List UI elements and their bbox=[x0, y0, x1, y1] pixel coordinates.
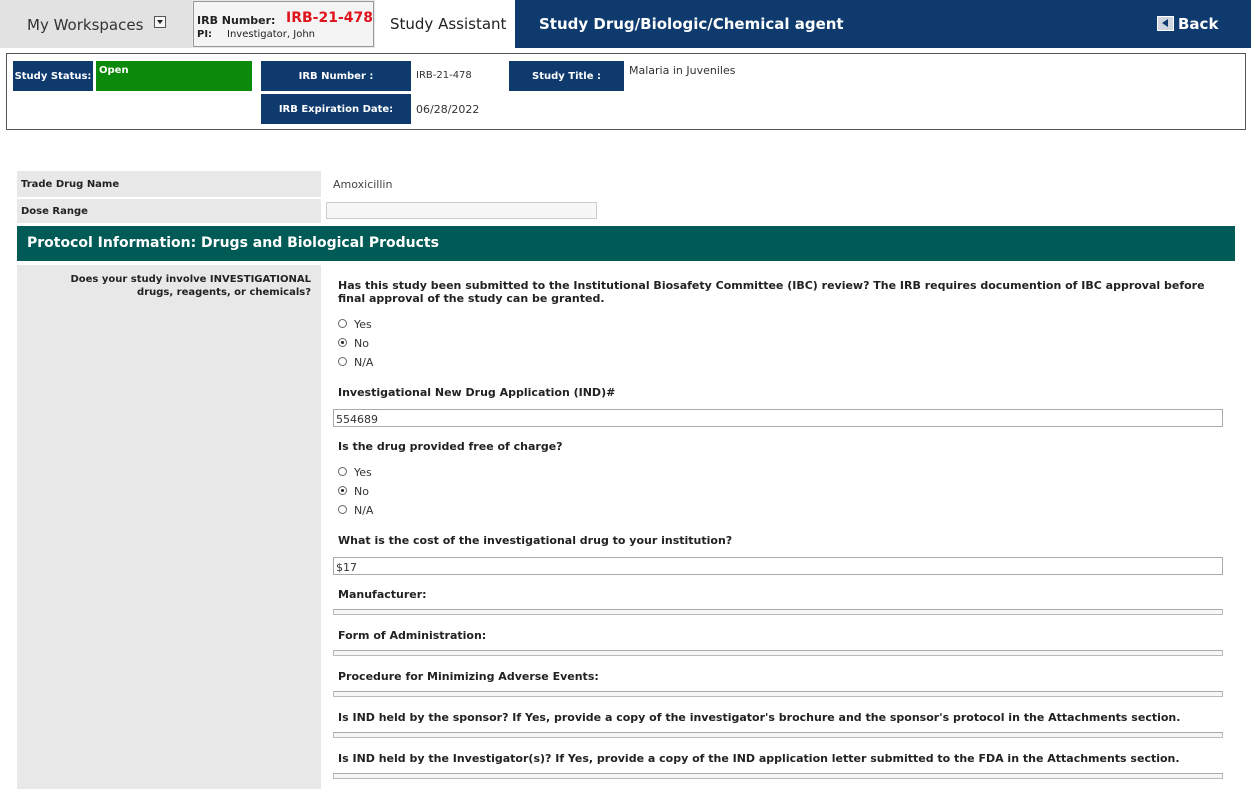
tab-study-assistant-label: Study Assistant bbox=[390, 15, 507, 33]
page-title-bar bbox=[515, 0, 1251, 48]
pi-key: PI: bbox=[197, 29, 213, 40]
radio-icon bbox=[338, 319, 347, 328]
trade-drug-name-label: Trade Drug Name bbox=[21, 179, 120, 190]
ind-number-input[interactable] bbox=[333, 409, 1223, 427]
ind-sponsor-input[interactable] bbox=[333, 732, 1223, 738]
back-arrow-icon bbox=[1157, 16, 1174, 31]
irb-number-value-cell: IRB-21-478 bbox=[416, 70, 472, 81]
study-status-key: Study Status: bbox=[13, 61, 93, 91]
ind-sponsor-label: Is IND held by the sponsor? If Yes, provide a copy of the investigator's brochure and the sponsor's protocol in the Attachments section. bbox=[338, 711, 1181, 724]
procedure-label: Procedure for Minimizing Adverse Events: bbox=[338, 670, 599, 683]
study-title-value: Malaria in Juveniles bbox=[629, 64, 736, 77]
ind-investigator-input[interactable] bbox=[333, 773, 1223, 779]
cost-label: What is the cost of the investigational drug to your institution? bbox=[338, 534, 733, 547]
study-title-key-cell: Study Title : bbox=[509, 61, 624, 91]
my-workspaces-label: My Workspaces bbox=[27, 16, 144, 34]
form-of-administration-label: Form of Administration: bbox=[338, 629, 487, 642]
question-label-column bbox=[17, 265, 321, 789]
radio-icon bbox=[338, 357, 347, 366]
irb-number-key-cell: IRB Number : bbox=[261, 61, 411, 91]
manufacturer-input[interactable] bbox=[333, 609, 1223, 615]
dose-range-label-cell bbox=[17, 199, 321, 223]
free-of-charge-label: Is the drug provided free of charge? bbox=[338, 440, 563, 453]
irb-summary-box bbox=[193, 1, 374, 47]
manufacturer-label: Manufacturer: bbox=[338, 588, 427, 601]
form-of-administration-input[interactable] bbox=[333, 650, 1223, 656]
study-status-panel bbox=[6, 53, 1246, 130]
cost-input[interactable] bbox=[333, 557, 1223, 575]
procedure-input[interactable] bbox=[333, 691, 1223, 697]
radio-selected-icon bbox=[338, 338, 347, 347]
study-status-badge: Open bbox=[96, 61, 252, 91]
irb-number-key: IRB Number: bbox=[197, 14, 276, 27]
page-title: Study Drug/Biologic/Chemical agent bbox=[539, 15, 844, 33]
radio-icon bbox=[338, 467, 347, 476]
investigational-question: Does your study involve INVESTIGATIONAL drugs, reagents, or chemicals? bbox=[70, 274, 311, 298]
ind-number-label: Investigational New Drug Application (IND)# bbox=[338, 386, 616, 399]
radio-selected-icon bbox=[338, 486, 347, 495]
section-title: Protocol Information: Drugs and Biological Products bbox=[27, 235, 439, 251]
dose-range-label: Dose Range bbox=[21, 206, 88, 217]
irb-expiration-value: 06/28/2022 bbox=[416, 103, 480, 116]
dose-range-input[interactable] bbox=[326, 202, 597, 219]
trade-drug-name-value: Amoxicillin bbox=[333, 178, 393, 191]
back-label: Back bbox=[1178, 15, 1219, 33]
trade-drug-name-label-cell bbox=[17, 171, 321, 197]
pi-value: Investigator, John bbox=[227, 29, 315, 40]
irb-number-value: IRB-21-478 bbox=[286, 10, 373, 26]
ind-investigator-label: Is IND held by the Investigator(s)? If Yes, provide a copy of the IND application letter submitted to the FDA in the Attachments section. bbox=[338, 752, 1180, 765]
top-navigation bbox=[0, 0, 1251, 48]
tab-study-assistant[interactable] bbox=[375, 0, 515, 48]
my-workspaces-menu[interactable] bbox=[0, 0, 192, 48]
section-header bbox=[17, 226, 1235, 261]
dropdown-arrow-icon[interactable] bbox=[154, 16, 166, 28]
ibc-question-label: Has this study been submitted to the Institutional Biosafety Committee (IBC) review? The IRB requires documention of IBC approval before final approval of the study can be granted. bbox=[338, 279, 1205, 305]
irb-expiration-key-cell: IRB Expiration Date: bbox=[261, 94, 411, 124]
radio-icon bbox=[338, 505, 347, 514]
